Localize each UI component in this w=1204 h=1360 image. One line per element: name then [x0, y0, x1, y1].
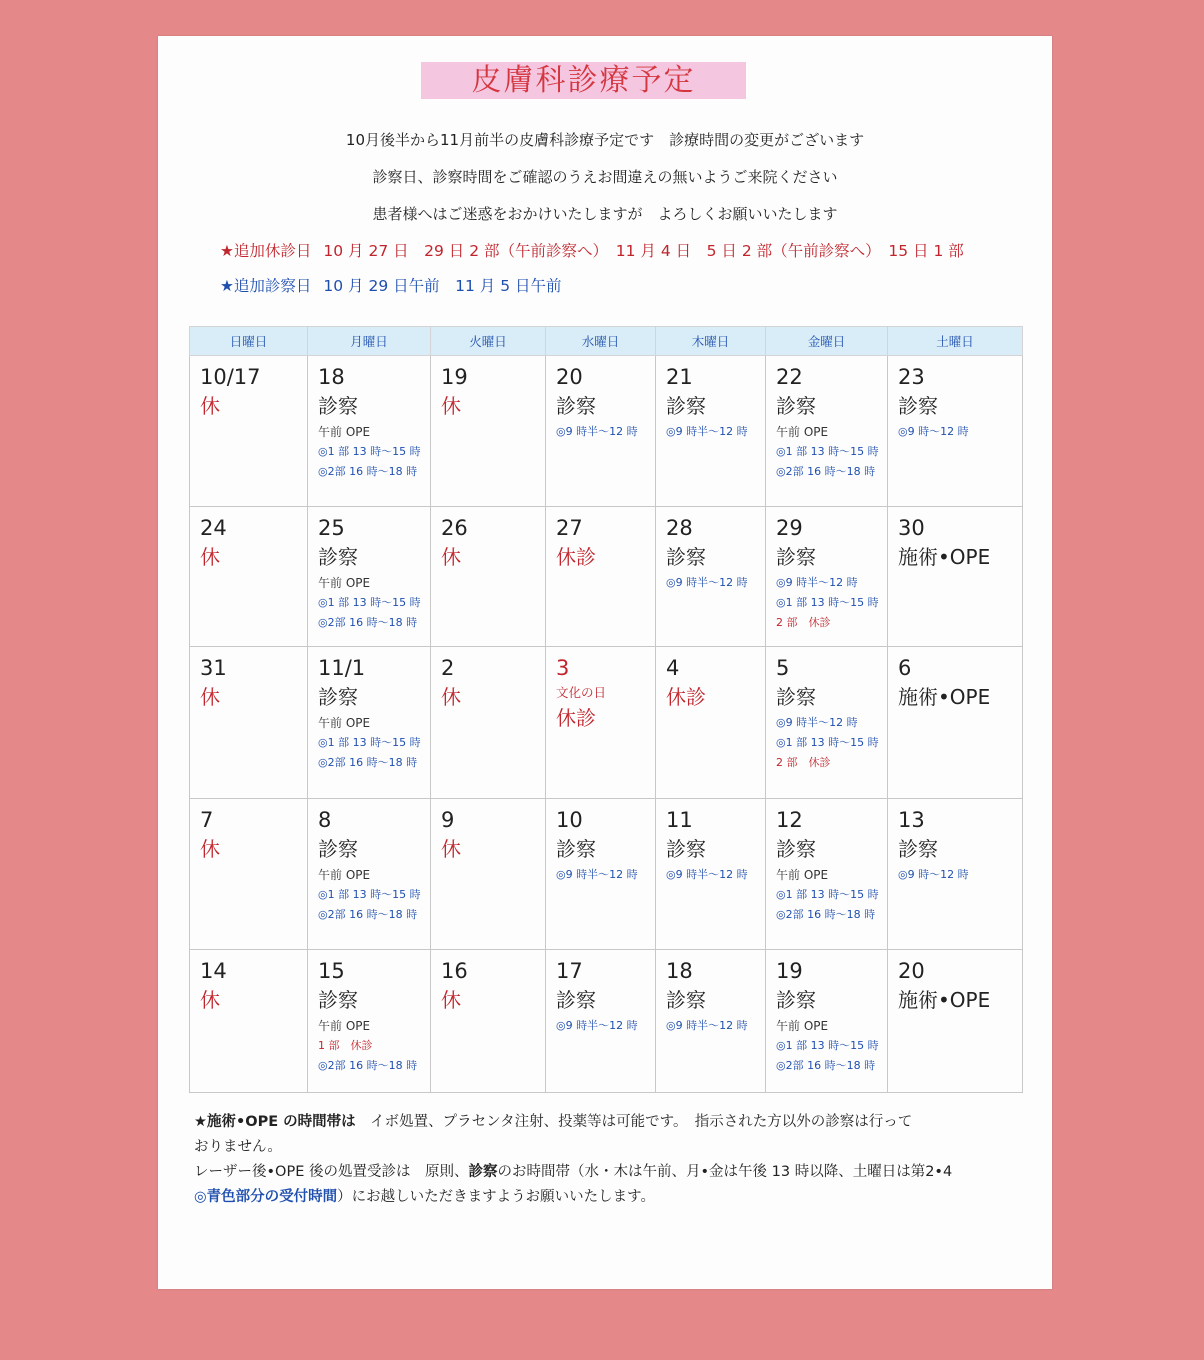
hours-line: ◎9 時半〜12 時	[556, 1019, 638, 1032]
day-number: 21	[666, 365, 693, 389]
day-number: 11	[666, 808, 693, 832]
extra-open-text: 10 月 29 日午前 11 月 5 日午前	[323, 277, 562, 295]
day-number: 9	[441, 808, 455, 832]
calendar-day-cell	[431, 647, 546, 799]
day-status: 診察	[318, 545, 358, 569]
calendar-day-cell	[656, 950, 766, 1093]
note-line-1	[194, 1110, 1014, 1135]
hours-line: ◎2部 16 時〜18 時	[318, 908, 418, 921]
note-blue: ◎青色部分の受付時間	[194, 1189, 338, 1205]
calendar-week-row	[190, 647, 1023, 799]
day-status: 診察	[776, 394, 816, 418]
calendar-day-cell	[766, 507, 888, 647]
day-number: 2	[441, 656, 455, 680]
intro-line-1: 10月後半から11月前半の皮膚科診療予定です 診療時間の変更がございます	[345, 131, 865, 149]
calendar-day-cell	[888, 950, 1023, 1093]
day-number: 22	[776, 365, 803, 389]
weekday-header: 火曜日	[431, 327, 546, 356]
day-number: 24	[200, 516, 227, 540]
calendar-day-cell	[431, 507, 546, 647]
day-number: 13	[898, 808, 925, 832]
day-status: 診察	[556, 988, 596, 1012]
day-number: 12	[776, 808, 803, 832]
day-status: 診察	[318, 394, 358, 418]
note-line-2: おりません。	[194, 1139, 282, 1155]
day-number: 10/17	[200, 365, 261, 389]
hours-line: ◎2部 16 時〜18 時	[318, 1059, 418, 1072]
day-status: 診察	[318, 685, 358, 709]
hours-line: 午前 OPE	[776, 1019, 829, 1033]
day-number: 14	[200, 959, 227, 983]
day-number: 25	[318, 516, 345, 540]
calendar-day-cell	[308, 356, 431, 507]
day-number: 29	[776, 516, 803, 540]
hours-line: ◎9 時半〜12 時	[666, 1019, 748, 1032]
day-status: 休	[441, 988, 461, 1012]
extra-closed-label: ★追加休診日	[220, 242, 312, 260]
weekday-header: 月曜日	[308, 327, 431, 356]
day-number: 18	[666, 959, 693, 983]
holiday-name: 文化の日	[556, 685, 607, 700]
calendar-day-cell	[656, 356, 766, 507]
calendar-day-cell	[308, 647, 431, 799]
day-status: 診察	[666, 545, 706, 569]
hours-line: ◎2部 16 時〜18 時	[318, 616, 418, 629]
day-status: 休	[441, 545, 461, 569]
day-number: 7	[200, 808, 214, 832]
calendar-day-cell	[546, 799, 656, 950]
day-status: 休	[441, 685, 461, 709]
weekday-header: 日曜日	[190, 327, 308, 356]
hours-line: 午前 OPE	[318, 576, 371, 590]
day-status: 診察	[666, 394, 706, 418]
hours-line: ◎1 部 13 時〜15 時	[318, 445, 421, 458]
hours-line: ◎2部 16 時〜18 時	[776, 465, 876, 478]
hours-line: ◎9 時半〜12 時	[776, 716, 858, 729]
hours-line: 2 部 休診	[776, 616, 831, 629]
day-status: 診察	[666, 837, 706, 861]
hours-line: 午前 OPE	[776, 868, 829, 882]
day-status: 診察	[776, 988, 816, 1012]
day-number: 15	[318, 959, 345, 983]
day-status: 診察	[776, 837, 816, 861]
day-status: 休	[200, 685, 220, 709]
weekday-header: 水曜日	[546, 327, 656, 356]
calendar-day-cell	[546, 507, 656, 647]
hours-line: 午前 OPE	[776, 425, 829, 439]
day-status: 休	[200, 837, 220, 861]
hours-line: 午前 OPE	[318, 716, 371, 730]
day-number: 16	[441, 959, 468, 983]
intro-line-3: 患者様へはご迷惑をおかけいたしますが よろしくお願いいたします	[372, 205, 838, 223]
calendar-day-cell	[190, 356, 308, 507]
day-status: 施術•OPE	[898, 545, 991, 569]
hours-line: ◎9 時〜12 時	[898, 868, 969, 881]
calendar-day-cell	[766, 647, 888, 799]
calendar-week-row	[190, 356, 1023, 507]
day-number: 20	[898, 959, 925, 983]
hours-line: ◎9 時半〜12 時	[556, 868, 638, 881]
day-status: 休	[200, 394, 220, 418]
intro-line-2: 診察日、診察時間をご確認のうえお間違えの無いようご来院ください	[372, 168, 838, 186]
day-number: 20	[556, 365, 583, 389]
weekday-header: 木曜日	[656, 327, 766, 356]
hours-line: ◎1 部 13 時〜15 時	[776, 1039, 879, 1052]
notes	[194, 1110, 1014, 1210]
calendar-week-row	[190, 799, 1023, 950]
schedule-sheet	[158, 36, 1052, 1289]
hours-line: ◎1 部 13 時〜15 時	[776, 888, 879, 901]
calendar-day-cell	[766, 799, 888, 950]
weekday-header-row	[190, 327, 1023, 356]
calendar-day-cell	[546, 356, 656, 507]
hours-line: ◎2部 16 時〜18 時	[318, 465, 418, 478]
hours-line: ◎9 時半〜12 時	[556, 425, 638, 438]
calendar-day-cell	[546, 950, 656, 1093]
extra-closed-days	[220, 239, 964, 261]
extra-open-days	[220, 274, 562, 296]
day-status: 休診	[556, 706, 596, 730]
calendar-day-cell	[431, 356, 546, 507]
day-status: 診察	[318, 988, 358, 1012]
extra-open-label: ★追加診察日	[220, 277, 312, 295]
calendar-day-cell	[190, 507, 308, 647]
calendar-day-cell	[766, 356, 888, 507]
hours-line: 2 部 休診	[776, 756, 831, 769]
day-number: 8	[318, 808, 332, 832]
calendar-day-cell	[888, 356, 1023, 507]
day-status: 診察	[898, 837, 938, 861]
hours-line: 午前 OPE	[318, 1019, 371, 1033]
day-number: 10	[556, 808, 583, 832]
hours-line: ◎1 部 13 時〜15 時	[776, 596, 879, 609]
calendar-day-cell	[308, 799, 431, 950]
day-number: 19	[441, 365, 468, 389]
page-title: 皮膚科診療予定	[421, 62, 746, 99]
calendar-day-cell	[431, 950, 546, 1093]
day-number: 4	[666, 656, 680, 680]
calendar-day-cell	[656, 507, 766, 647]
hours-line: ◎1 部 13 時〜15 時	[318, 736, 421, 749]
day-status: 休	[200, 545, 220, 569]
day-number: 5	[776, 656, 790, 680]
hours-line: ◎1 部 13 時〜15 時	[776, 736, 879, 749]
note-line-4	[194, 1185, 1014, 1210]
hours-line: ◎1 部 13 時〜15 時	[776, 445, 879, 458]
day-number: 3	[556, 656, 570, 680]
day-number: 18	[318, 365, 345, 389]
hours-line: 1 部 休診	[318, 1039, 373, 1052]
day-number: 23	[898, 365, 925, 389]
calendar-day-cell	[888, 647, 1023, 799]
hours-line: ◎2部 16 時〜18 時	[776, 1059, 876, 1072]
day-status: 休	[441, 394, 461, 418]
weekday-header: 金曜日	[766, 327, 888, 356]
day-number: 28	[666, 516, 693, 540]
day-status: 休	[441, 837, 461, 861]
calendar-week-row	[190, 950, 1023, 1093]
weekday-header: 土曜日	[888, 327, 1023, 356]
day-number: 6	[898, 656, 912, 680]
calendar-day-cell	[656, 799, 766, 950]
calendar-day-cell	[308, 507, 431, 647]
calendar-table	[189, 326, 1023, 1093]
hours-line: ◎2部 16 時〜18 時	[318, 756, 418, 769]
note-line-3	[194, 1160, 1014, 1185]
hours-line: 午前 OPE	[318, 425, 371, 439]
day-status: 診察	[318, 837, 358, 861]
day-status: 施術•OPE	[898, 988, 991, 1012]
hours-line: ◎1 部 13 時〜15 時	[318, 596, 421, 609]
calendar-week-row	[190, 507, 1023, 647]
calendar-day-cell	[888, 507, 1023, 647]
calendar-day-cell	[190, 799, 308, 950]
day-status: 診察	[776, 545, 816, 569]
day-number: 27	[556, 516, 583, 540]
day-status: 診察	[776, 685, 816, 709]
day-number: 17	[556, 959, 583, 983]
calendar-day-cell	[888, 799, 1023, 950]
hours-line: ◎1 部 13 時〜15 時	[318, 888, 421, 901]
calendar-day-cell	[308, 950, 431, 1093]
note-text: ）にお越しいただきますようお願いいたします。	[337, 1189, 655, 1205]
day-status: 施術•OPE	[898, 685, 991, 709]
day-status: 休診	[666, 685, 706, 709]
hours-line: ◎9 時半〜12 時	[776, 576, 858, 589]
day-number: 31	[200, 656, 227, 680]
hours-line: ◎2部 16 時〜18 時	[776, 908, 876, 921]
hours-line: ◎9 時半〜12 時	[666, 576, 748, 589]
calendar-day-cell	[190, 647, 308, 799]
calendar-day-cell	[431, 799, 546, 950]
calendar-day-cell	[546, 647, 656, 799]
extra-closed-text: 10 月 27 日 29 日 2 部（午前診察へ） 11 月 4 日 5 日 2 部（午前診察へ） 15 日 1 部	[323, 242, 964, 260]
calendar-day-cell	[190, 950, 308, 1093]
hours-line: ◎9 時〜12 時	[898, 425, 969, 438]
hours-line: ◎9 時半〜12 時	[666, 868, 748, 881]
day-status: 休診	[556, 545, 596, 569]
note-bold: 診察	[468, 1164, 498, 1180]
day-status: 休	[200, 988, 220, 1012]
note-text: イボ処置、プラセンタ注射、投薬等は可能です。 指示された方以外の診察は行って	[355, 1114, 913, 1130]
day-status: 診察	[666, 988, 706, 1012]
calendar-day-cell	[656, 647, 766, 799]
day-number: 30	[898, 516, 925, 540]
note-text: レーザー後•OPE 後の処置受診は 原則、	[194, 1164, 469, 1180]
day-number: 11/1	[318, 656, 366, 680]
note-text: のお時間帯（水・木は午前、月•金は午後 13 時以降、土曜日は第2•4	[497, 1164, 953, 1180]
day-status: 診察	[556, 837, 596, 861]
day-number: 19	[776, 959, 803, 983]
note-bold: ★施術•OPE の時間帯は	[194, 1114, 356, 1130]
calendar-day-cell	[766, 950, 888, 1093]
hours-line: ◎9 時半〜12 時	[666, 425, 748, 438]
hours-line: 午前 OPE	[318, 868, 371, 882]
day-number: 26	[441, 516, 468, 540]
day-status: 診察	[556, 394, 596, 418]
day-status: 診察	[898, 394, 938, 418]
